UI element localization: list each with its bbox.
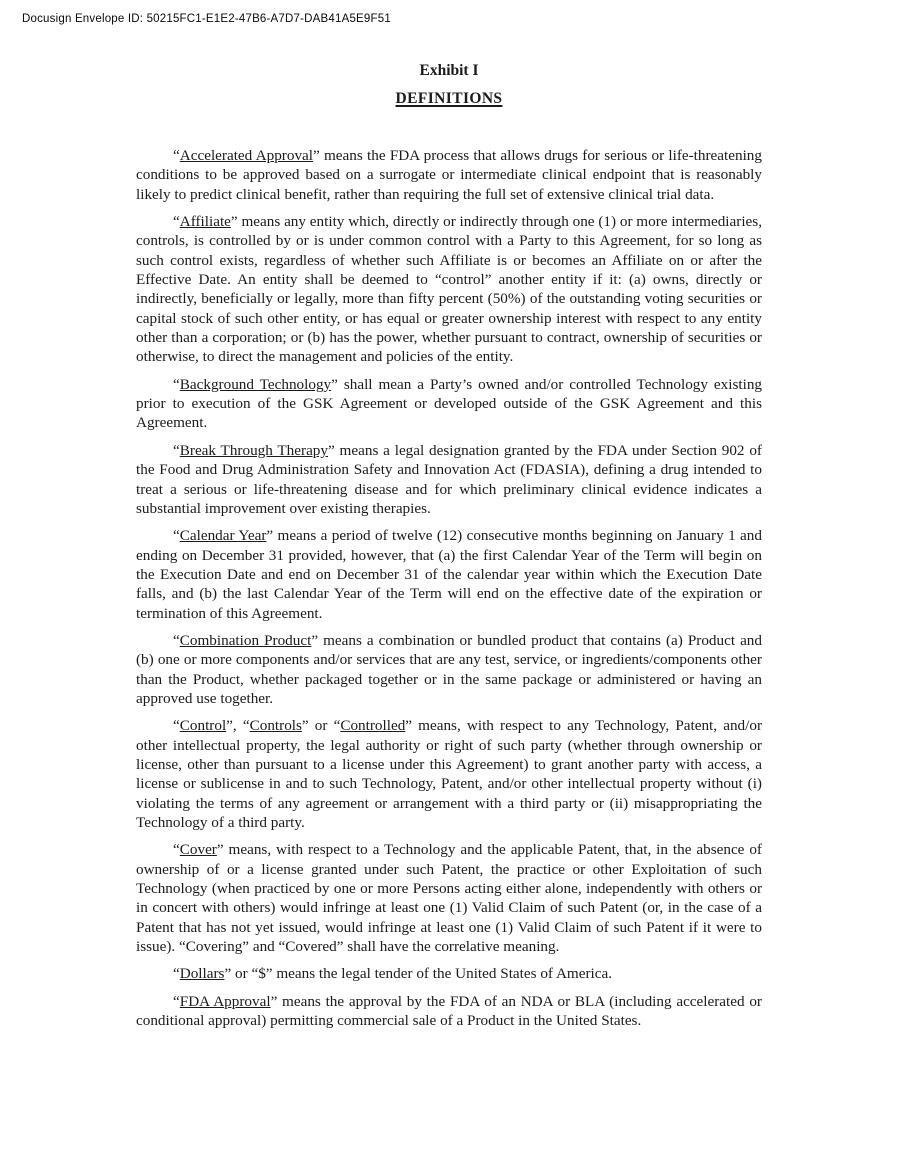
paragraph-text: ”, “ (226, 717, 250, 735)
paragraph-text: ” means the FDA process that allows drugs for serious or life-threatening conditions to be approved based on a surrogate or intermediate clinical endpoint that is reasonably likely to predict clinical benefit, rather than requiring the full set of extensive clinical trial data. (136, 147, 762, 203)
paragraph-text: ” means, with respect to any Technology, Patent, and/or other intellectual property, the legal authority or right of such party (whether through ownership or license, other than pursuant to a license under this Agreement) to grant another party with access, a license or sublicense in and to such Technology, Patent, and/or other intellectual property without (i) violating the terms of any agreement or arrangement with a third party or (ii) misappropriating the Technology of a third party. (136, 717, 763, 831)
paragraph-text: ” means, with respect to a Technology and the applicable Patent, that, in the absence of ownership of or a license granted under such Patent, the practice or other Exploitation of such Technology (when practiced by one or more Persons acting either alone, independently with others or in concert with others) would infringe at least one (1) Valid Claim of such Patent (or, in the case of a Patent that has not yet issued, would infringe at least one (1) Valid Claim of such Patent if it were to issue). “Covering” and “Covered” shall have the correlative meaning. (136, 841, 762, 956)
paragraph-text: ” means a combination or bundled product that contains (a) Product and (b) one or more components and/or services that are any test, service, or ingredients/components other than the Product, whether packaged together or in the same package or administered or having an approved use together. (136, 631, 762, 707)
definitions-heading-text: DEFINITIONS (395, 90, 503, 107)
defined-term: FDA Approval (179, 992, 271, 1010)
defined-term: Controls (249, 717, 302, 735)
paragraph-text: “ (173, 441, 180, 459)
definition-paragraph (136, 441, 762, 518)
definition-paragraph (136, 212, 762, 367)
definition-paragraph (136, 992, 762, 1031)
paragraph-text: “ (173, 965, 180, 983)
definition-paragraph (136, 716, 762, 832)
paragraph-text: ” means a period of twelve (12) consecutive months beginning on January 1 and ending on December 31 provided, however, that (a) the first Calendar Year of the Term will begin on the Execution Date and end on December 31 of the calendar year within which the Execution Date falls, and (b) the last Calendar Year of the Term will end on the effective date of the expiration or termination of this Agreement. (136, 527, 762, 622)
defined-term: Cover (179, 841, 217, 859)
definition-paragraph (136, 146, 762, 204)
paragraph-text: ” or “ (301, 717, 341, 735)
paragraph-text: ” shall mean a Party’s owned and/or controlled Technology existing prior to execution of the GSK Agreement or developed outside of the GSK Agreement and this Agreement. (136, 375, 763, 432)
exhibit-title: Exhibit I (419, 62, 479, 79)
defined-term: Controlled (340, 717, 406, 735)
paragraph-text: “ (173, 992, 180, 1010)
paragraph-text: “ (173, 631, 180, 649)
paragraph-text: ” means the approval by the FDA of an NDA or BLA (including accelerated or conditional approval) permitting commercial sale of a Product in the United States. (136, 992, 762, 1030)
definition-paragraph (136, 631, 762, 708)
definitions-heading (136, 89, 762, 108)
definition-paragraph (136, 526, 762, 623)
defined-term: Break Through Therapy (179, 441, 328, 459)
defined-term: Combination Product (179, 631, 312, 649)
definition-paragraph (136, 840, 762, 956)
paragraph-text: “ (173, 527, 180, 545)
definitions-body (136, 146, 762, 1030)
document-page (136, 61, 762, 1038)
paragraph-text: “ (173, 213, 180, 231)
defined-term: Background Technology (179, 375, 332, 393)
defined-term: Calendar Year (179, 527, 267, 545)
defined-term: Dollars (179, 965, 225, 983)
paragraph-text: ” means a legal designation granted by the FDA under Section 902 of the Food and Drug Administration Safety and Innovation Act (FDASIA), defining a drug intended to treat a serious or life-threatening disease and for which preliminary clinical evidence indicates a substantial improvement over existing therapies. (136, 441, 762, 517)
paragraph-text: “ (173, 147, 180, 164)
paragraph-text: “ (173, 841, 180, 859)
definition-paragraph (136, 964, 762, 983)
paragraph-text: “ (173, 717, 180, 735)
defined-term: Control (179, 717, 227, 735)
paragraph-text: ” means any entity which, directly or indirectly through one (1) or more intermediaries, controls, is controlled by or is under common control with a Party to this Agreement, for so long as such control exists, regardless of whether such Affiliate is or becomes an Affiliate on or after the Effective Date. An entity shall be deemed to “control” another entity if it: (a) owns, directly or indirectly, beneficially or legally, more than fifty percent (50%) of the outstanding voting securities or capital stock of such other entity, or has equal or greater ownership interest with respect to any entity other than a corporation; or (b) has the power, whether pursuant to contract, ownership of securities or otherwise, to direct the management and policies of the entity. (136, 213, 762, 366)
docusign-envelope-id: Docusign Envelope ID: 50215FC1-E1E2-47B6-A7D7-DAB41A5E9F51 (22, 13, 391, 25)
defined-term: Accelerated Approval (179, 147, 314, 164)
definition-paragraph (136, 375, 762, 433)
paragraph-text: “ (173, 375, 180, 393)
defined-term: Affiliate (179, 213, 231, 231)
paragraph-text: ” or “$” means the legal tender of the United States of America. (224, 965, 613, 983)
